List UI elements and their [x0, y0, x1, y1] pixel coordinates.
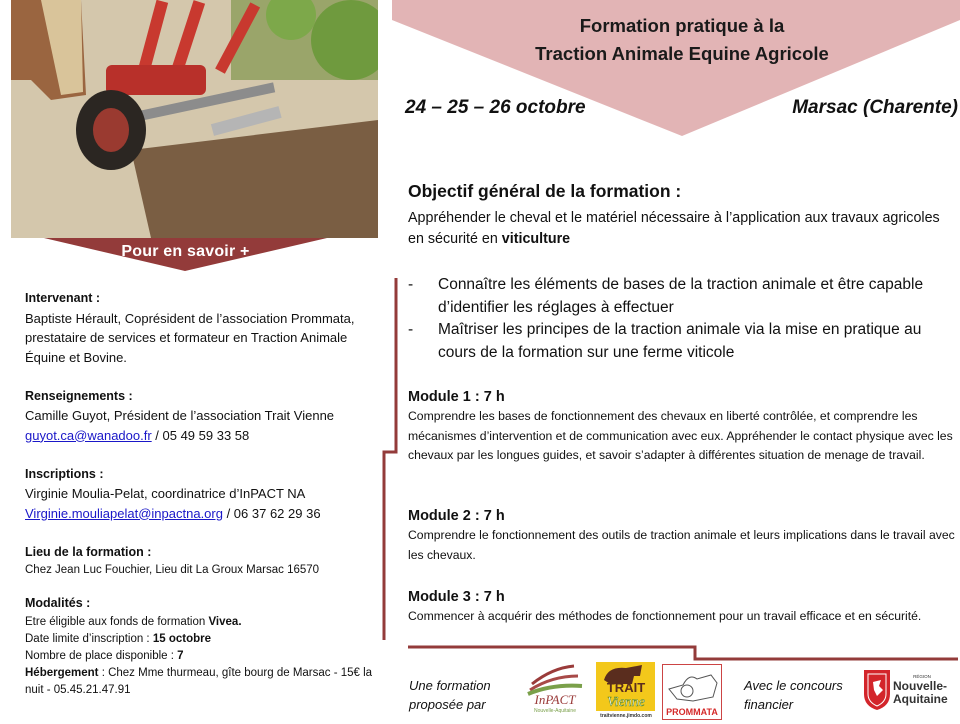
modalites-line2: Date limite d’inscription :: [25, 632, 153, 645]
module-3-text: Commencer à acquérir des méthodes de fonctionnement pour un travail efficace et en sécurité.: [408, 609, 922, 623]
modalites-hebergement-text: : Chez Mme thurmeau, gîte bourg de Marsac - 15€ la nuit - 05.45.21.47.91: [25, 666, 373, 696]
proposed-by-label: Une formation proposée par: [409, 678, 491, 712]
module-3-heading: Module 3 : 7 h: [408, 589, 505, 605]
training-dates: 24 – 25 – 26 octobre: [405, 97, 586, 118]
title-line-1: Formation pratique à la: [579, 15, 785, 36]
training-location: Marsac (Charente): [792, 97, 958, 118]
svg-text:TRAIT: TRAIT: [606, 680, 646, 695]
svg-text:Nouvelle-: Nouvelle-: [893, 679, 948, 693]
inscriptions-phone: / 06 37 62 29 36: [222, 505, 321, 521]
renseignements-email-link[interactable]: guyot.ca@wanadoo.fr: [25, 427, 152, 443]
inscriptions-heading: Inscriptions :: [25, 466, 104, 481]
lieu-text: Chez Jean Luc Fouchier, Lieu dit La Groux Marsac 16570: [25, 564, 320, 576]
svg-text:PROMMATA: PROMMATA: [666, 707, 718, 717]
lieu-heading: Lieu de la formation :: [25, 544, 152, 559]
modalites-line3: Nombre de place disponible :: [25, 649, 178, 662]
objective-bullets: [408, 274, 960, 364]
title-line-2: Traction Animale Equine Agricole: [535, 43, 829, 64]
modalites-deadline: 15 octobre: [152, 632, 211, 645]
module-2: [408, 506, 958, 565]
svg-text:Vienne: Vienne: [607, 695, 645, 710]
objective-viticulture: viticulture: [501, 231, 571, 247]
inscriptions-text: Virginie Moulia-Pelat, coordinatrice d’InPACT NA: [25, 486, 306, 501]
intervenant-text: Baptiste Hérault, Coprésident de l’association Prommata, prestataire de services et formateur en Traction Animale Équine et Bovine.: [25, 310, 355, 365]
module-3: [408, 587, 958, 627]
svg-text:Aquitaine: Aquitaine: [893, 692, 948, 706]
objective-text: Appréhender le cheval et le matériel nécessaire à l’application aux travaux agricoles en sécurité en viticulture: [408, 210, 940, 247]
modalites-line1: Etre éligible aux fonds de formation: [25, 615, 209, 628]
module-1-text: Comprendre les bases de fonctionnement des chevaux en liberté contrôlée, et comprendre les mécanismes d’intervention et de communication avec eux. Appréhender le contact physique avec les chevaux par les longues guides, et savoir s’adapter à différentes situation de menage de travail.: [408, 409, 953, 462]
svg-text:InPACT: InPACT: [534, 692, 576, 707]
funded-by-label: Avec le concours financier: [744, 678, 843, 712]
modalites-heading: Modalités :: [25, 596, 91, 610]
module-2-heading: Module 2 : 7 h: [408, 508, 505, 524]
list-item: - Maîtriser les principes de la traction animale via la mise en pratique au cours de la formation sur une ferme viticole: [408, 321, 922, 361]
modalites-vivea: Vivea.: [208, 615, 242, 628]
intervenant-heading: Intervenant :: [25, 291, 101, 305]
objective-heading: Objectif général de la formation :: [408, 181, 682, 201]
renseignements-phone: / 05 49 59 33 58: [151, 427, 250, 443]
prommata-logo: [662, 664, 722, 720]
svg-text:traitvienne.jimdo.com: traitvienne.jimdo.com: [600, 713, 652, 718]
more-info-button[interactable]: Pour en savoir +: [121, 243, 250, 260]
renseignements-heading: Renseignements :: [25, 388, 133, 403]
module-1-heading: Module 1 : 7 h: [408, 389, 505, 405]
region-nouvelle-aquitaine-logo: [862, 668, 957, 712]
module-2-text: Comprendre le fonctionnement des outils de traction animale et leurs implications dans le travail avec les chevaux.: [408, 528, 955, 562]
list-item: - Connaître les éléments de bases de la traction animale et être capable d’identifier les réglages à effectuer: [408, 276, 924, 316]
renseignements-text: Camille Guyot, Président de l’association Trait Vienne: [25, 408, 335, 423]
svg-text:Nouvelle-Aquitaine: Nouvelle-Aquitaine: [534, 708, 576, 714]
modalites-places: 7: [177, 649, 184, 662]
inpact-logo: [522, 662, 588, 718]
inscriptions-email-link[interactable]: Virginie.mouliapelat@inpactna.org: [25, 505, 223, 521]
modalites-hebergement-label: Hébergement: [25, 666, 99, 679]
module-1: [408, 387, 958, 466]
svg-text:RÉGION: RÉGION: [913, 674, 931, 679]
trait-vienne-logo: [596, 662, 655, 718]
